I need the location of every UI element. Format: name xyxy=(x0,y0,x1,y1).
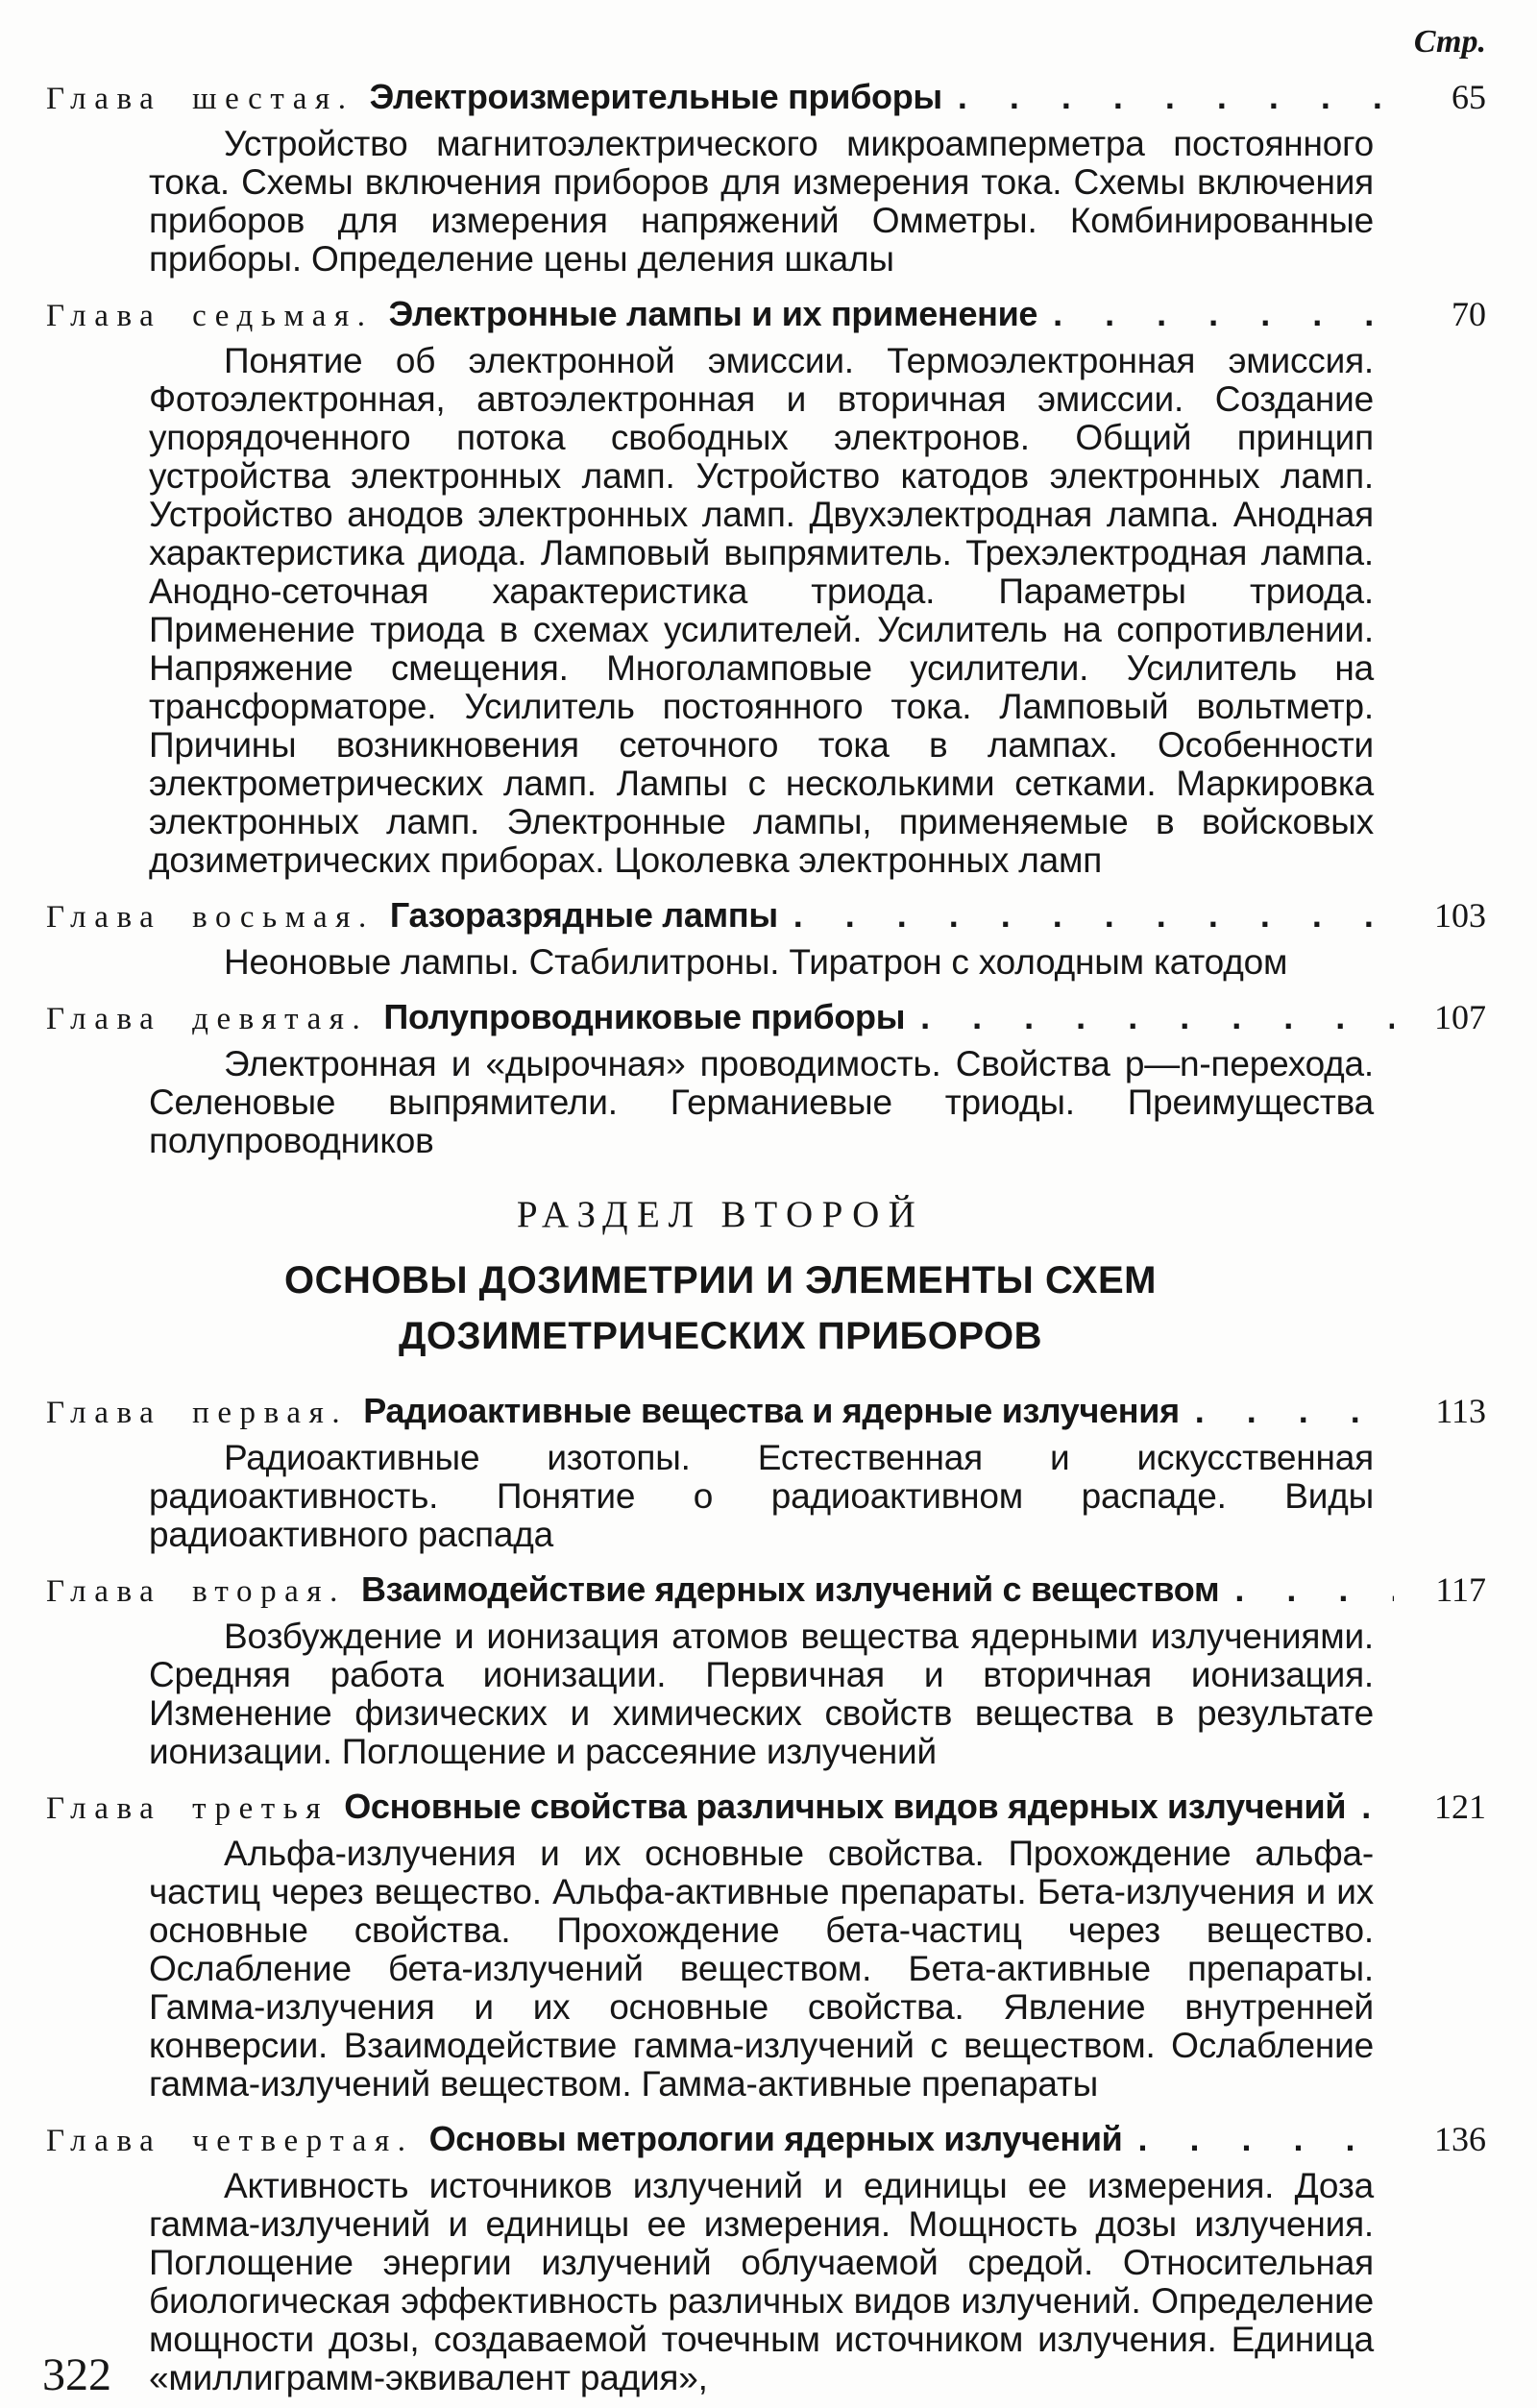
dot-leader xyxy=(1234,1568,1394,1612)
chapter-description: Альфа-излучения и их основные свойства. Прохождение альфа-частиц через вещество. Альфа-активные препараты. Бета-излучения и их основные свойства. Прохождение бета-частиц через вещество. Ослабление бета-излучений веществом. Бета-активные препараты. Гамма-излучения и их основные свойства. Явление внутренней конверсии. Взаимодействие гамма-излучений с веществом. Ослабление гамма-излучений веществом. Гамма-активные препараты xyxy=(149,1834,1374,2104)
page-column-label: Стр. xyxy=(1413,24,1486,60)
toc-entry-chapter-3 xyxy=(46,1785,1486,2104)
dot-leader xyxy=(1053,292,1394,336)
page-number: 65 xyxy=(1452,78,1486,116)
chapter-title: Электроизмерительные приборы xyxy=(369,77,942,116)
toc-line xyxy=(46,995,1486,1041)
chapter-title: Основные свойства различных видов ядерных излучений xyxy=(344,1787,1347,1826)
chapter-label: Глава девятая. xyxy=(46,1002,369,1036)
toc-entry-chapter-9 xyxy=(46,995,1486,1160)
chapter-description: Радиоактивные изотопы. Естественная и искусственная радиоактивность. Понятие о радиоактивном распаде. Виды радиоактивного распада xyxy=(149,1438,1374,1554)
chapter-label: Глава седьмая. xyxy=(46,299,374,333)
chapter-label: Глава вторая. xyxy=(46,1574,346,1609)
toc-entry-chapter-8 xyxy=(46,893,1486,982)
toc-entry-chapter-7 xyxy=(46,292,1486,880)
chapter-description: Активность источников излучений и единицы ее измерения. Доза гамма-излучений и единицы ее измерения. Мощность дозы излучения. Поглощение энергии излучений облучаемой средой. Относительная биологическая эффективность различных видов излучений. Определение мощности дозы, создаваемой точечным источником излучения. Единица «миллиграмм-эквивалент радия», xyxy=(149,2166,1374,2397)
chapter-description: Неоновые лампы. Стабилитроны. Тиратрон с холодным катодом xyxy=(224,942,1288,982)
chapter-label: Глава первая. xyxy=(46,1396,349,1430)
dot-leader xyxy=(1138,2117,1394,2161)
toc-line xyxy=(46,292,1486,338)
toc-line xyxy=(46,1568,1486,1614)
page-number: 136 xyxy=(1434,2120,1486,2158)
chapter-label: Глава шестая. xyxy=(46,82,354,116)
toc-entry-chapter-4 xyxy=(46,2117,1486,2397)
page-number: 103 xyxy=(1434,896,1486,935)
dot-leader xyxy=(793,893,1394,937)
page-number: 121 xyxy=(1434,1788,1486,1826)
section-title-line-2: ДОЗИМЕТРИЧЕСКИХ ПРИБОРОВ xyxy=(398,1315,1043,1357)
chapter-label: Глава третья xyxy=(46,1791,329,1826)
chapter-description: Возбуждение и ионизация атомов вещества ядерными излучениями. Средняя работа ионизации. Первичная и вторичная ионизация. Изменение физических и химических свойств вещества в результате ионизации. Поглощение и рассеяние излучений xyxy=(149,1617,1374,1771)
chapter-title: Радиоактивные вещества и ядерные излучения xyxy=(363,1391,1180,1430)
toc-entry-chapter-2 xyxy=(46,1568,1486,1771)
dot-leader xyxy=(1361,1785,1394,1829)
section-title-line-1: ОСНОВЫ ДОЗИМЕТРИИ И ЭЛЕМЕНТЫ СХЕМ xyxy=(284,1259,1157,1301)
chapter-title: Взаимодействие ядерных излучений с веществом xyxy=(360,1569,1220,1609)
chapter-title: Газоразрядные лампы xyxy=(389,895,778,935)
toc-entry-chapter-6 xyxy=(46,75,1486,279)
toc-line xyxy=(46,1389,1486,1435)
page-number: 70 xyxy=(1452,295,1486,333)
chapter-title: Полупроводниковые приборы xyxy=(383,997,906,1036)
toc-entry-chapter-1 xyxy=(46,1389,1486,1554)
chapter-description: Электронная и «дырочная» проводимость. Свойства p—n-перехода. Селеновые выпрямители. Германиевые триоды. Преимущества полупроводников xyxy=(149,1044,1374,1160)
toc-line xyxy=(46,1785,1486,1831)
page-number: 113 xyxy=(1435,1392,1486,1430)
chapter-description: Понятие об электронной эмиссии. Термоэлектронная эмиссия. Фотоэлектронная, автоэлектронная и вторичная эмиссии. Создание упорядоченного потока свободных электронов. Общий принцип устройства электронных ламп. Устройство катодов электронных ламп. Устройство анодов электронных ламп. Двухэлектродная лампа. Анодная характеристика диода. Ламповый выпрямитель. Трехэлектродная лампа. Анодно-сеточная характеристика триода. Параметры триода. Применение триода в схемах усилителей. Усилитель на сопротивлении. Напряжение смещения. Многоламповые усилители. Усилитель на трансформаторе. Усилитель постоянного тока. Ламповый вольтметр. Причины возникновения сеточного тока в лампах. Особенности электрометрических ламп. Лампы с несколькими сетками. Маркировка электронных ламп. Электронные лампы, применяемые в войсковых дозиметрических приборах. Цоколевка электронных ламп xyxy=(149,341,1374,880)
chapter-title: Электронные лампы и их применение xyxy=(388,294,1038,333)
chapter-label: Глава четвертая. xyxy=(46,2124,414,2158)
page-number: 107 xyxy=(1434,998,1486,1036)
section-kicker: РАЗДЕЛ ВТОРОЙ xyxy=(516,1194,925,1235)
chapter-title: Основы метрологии ядерных излучений xyxy=(428,2119,1123,2158)
dot-leader xyxy=(958,75,1394,119)
chapter-description: Устройство магнитоэлектрического микроамперметра постоянного тока. Схемы включения приборов для измерения тока. Схемы включения приборов для измерения напряжений Омметры. Комбинированные приборы. Определение цены деления шкалы xyxy=(149,124,1374,279)
page-number: 117 xyxy=(1435,1570,1486,1609)
dot-leader xyxy=(1195,1389,1394,1433)
folio-page-number: 322 xyxy=(42,2349,111,2400)
toc-line xyxy=(46,893,1486,939)
section-heading xyxy=(46,1193,1395,1364)
toc-line xyxy=(46,75,1486,121)
running-head xyxy=(46,23,1486,61)
chapter-label: Глава восьмая. xyxy=(46,900,375,935)
toc-line xyxy=(46,2117,1486,2163)
dot-leader xyxy=(920,995,1394,1039)
